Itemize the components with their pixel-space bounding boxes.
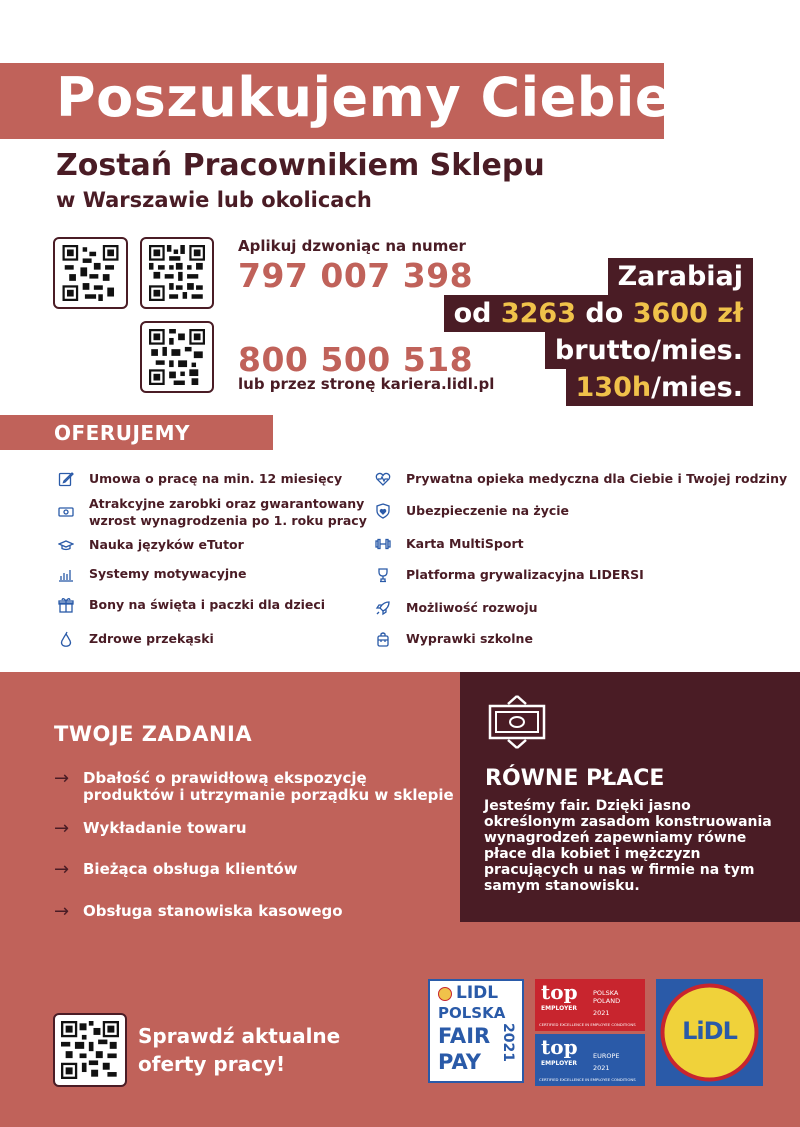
pay-intro: Zarabiaj	[617, 261, 743, 292]
qr-code-2[interactable]	[140, 237, 214, 309]
task-label: Obsługa stanowiska kasowego	[83, 902, 343, 920]
top-cert: CERTIFIED EXCELLENCE IN EMPLOYEE CONDITIONS	[539, 1077, 636, 1082]
benefit-vouchers	[57, 596, 325, 614]
bar-chart-icon	[57, 565, 75, 583]
qr-code-icon	[61, 245, 120, 301]
subtitle: Zostań Pracownikiem Sklepu	[56, 148, 545, 183]
fairpay-lidl: LIDL	[456, 983, 499, 1003]
pay-amount-to: 3600 zł	[632, 298, 743, 329]
task-item	[54, 861, 298, 879]
task-label: Wykładanie towaru	[83, 819, 247, 837]
benefit-growth	[374, 599, 538, 617]
graduation-cap-icon	[57, 536, 75, 554]
money-icon	[57, 503, 75, 521]
headline: Poszukujemy Ciebie!	[56, 66, 698, 129]
top-region-1: POLSKA	[593, 989, 619, 997]
pay-amount-from: 3263	[500, 298, 577, 329]
lidl-mini-logo	[438, 987, 452, 1001]
benefit-snacks	[57, 630, 214, 648]
task-item	[54, 770, 454, 804]
pencil-note-icon	[57, 470, 75, 488]
top-region-1: EUROPE	[593, 1052, 620, 1060]
top-word: top	[541, 1035, 578, 1059]
benefit-label: Ubezpieczenie na życie	[406, 503, 570, 518]
benefit-languages	[57, 536, 244, 554]
phone-number-1[interactable]: 797 007 398	[238, 256, 474, 295]
top-cert: CERTIFIED EXCELLENCE IN EMPLOYEE CONDITIONS	[539, 1022, 636, 1027]
task-label-line2: produktów i utrzymanie porządku w sklepie	[83, 786, 454, 804]
heart-pulse-icon	[374, 470, 392, 488]
benefit-label: Możliwość rozwoju	[406, 600, 538, 615]
top-word: top	[541, 980, 578, 1004]
equal-pay-text: Jesteśmy fair. Dzięki jasno określonym zasadom konstruowania wynagrodzeń zapewniamy równe płace dla kobiet i mężczyzn pracujących u nas w firmie na tym samym stanowisku.	[484, 798, 772, 894]
location: w Warszawie lub okolicach	[56, 188, 372, 212]
apply-label: Aplikuj dzwoniąc na numer	[238, 237, 466, 255]
pay-line-2	[444, 295, 753, 332]
website-label[interactable]: lub przez stronę kariera.lidl.pl	[238, 375, 495, 393]
benefit-label-line2: wzrost wynagrodzenia po 1. roku pracy	[89, 513, 367, 528]
benefit-salary	[57, 495, 367, 529]
arrow-right-icon: →	[54, 818, 70, 839]
shield-heart-icon	[374, 502, 392, 520]
task-item	[54, 903, 343, 921]
task-label: Bieżąca obsługa klientów	[83, 860, 298, 878]
benefit-label: Atrakcyjne zarobki oraz gwarantowany	[89, 496, 365, 511]
top-employer-label: EMPLOYER	[541, 1005, 578, 1012]
top-employer-label: EMPLOYER	[541, 1060, 578, 1067]
arrow-right-icon: →	[54, 768, 70, 789]
benefit-label: Wyprawki szkolne	[406, 631, 533, 646]
task-label: Dbałość o prawidłową ekspozycję	[83, 769, 367, 787]
benefit-school-kits	[374, 630, 533, 648]
backpack-icon	[374, 630, 392, 648]
check-offers-text[interactable]	[138, 1022, 340, 1078]
check-offers-line2: oferty pracy!	[138, 1052, 286, 1076]
check-offers-line1: Sprawdź aktualne	[138, 1024, 341, 1048]
pay-gross-label: brutto/mies.	[554, 335, 743, 366]
fairpay-polska: POLSKA	[438, 1004, 506, 1022]
trophy-icon	[374, 566, 392, 584]
benefit-label: Platforma grywalizacyjna LIDERSI	[406, 567, 644, 582]
benefit-contract	[57, 470, 342, 488]
dumbbell-icon	[374, 535, 392, 553]
benefit-label: Bony na święta i paczki dla dzieci	[89, 597, 326, 612]
pay-from-word: od	[453, 298, 492, 329]
tasks-title: TWOJE ZADANIA	[54, 722, 253, 746]
benefit-label: Nauka języków eTutor	[89, 537, 244, 552]
benefit-label: Umowa o pracę na min. 12 miesięcy	[89, 471, 343, 486]
benefit-gamification	[374, 566, 644, 584]
fairpay-pay: PAY	[438, 1050, 481, 1074]
arrow-right-icon: →	[54, 901, 70, 922]
top-employer-poland-badge	[535, 979, 645, 1031]
benefit-motivation	[57, 565, 247, 583]
top-year: 2021	[593, 1064, 610, 1072]
pay-to-word: do	[585, 298, 624, 329]
benefit-label: Karta MultiSport	[406, 536, 524, 551]
task-item	[54, 820, 247, 838]
lidl-logo-text: LiDL	[682, 1017, 737, 1045]
benefit-label: Zdrowe przekąski	[89, 631, 214, 646]
qr-code-icon	[61, 1021, 119, 1079]
benefit-medical	[374, 470, 787, 488]
top-region	[593, 989, 620, 1005]
benefit-insurance	[374, 502, 569, 520]
benefit-label: Prywatna opieka medyczna dla Ciebie i Twojej rodziny	[406, 471, 788, 486]
top-region-2: POLAND	[593, 997, 621, 1005]
pay-line-1	[608, 258, 753, 295]
pear-icon	[57, 630, 75, 648]
qr-code-1[interactable]	[53, 237, 128, 309]
fairpay-fair: FAIR	[438, 1024, 491, 1048]
qr-code-offers[interactable]	[53, 1013, 127, 1087]
phone-number-2[interactable]: 800 500 518	[238, 340, 474, 379]
fairpay-year: 2021	[500, 1023, 516, 1062]
benefit-label: Systemy motywacyjne	[89, 566, 247, 581]
gift-icon	[57, 596, 75, 614]
offer-title: OFERUJEMY	[54, 421, 190, 445]
qr-code-icon	[148, 245, 206, 301]
pay-line-4	[566, 369, 753, 406]
qr-code-3[interactable]	[140, 321, 214, 393]
fair-pay-badge	[428, 979, 524, 1083]
top-year: 2021	[593, 1009, 610, 1017]
qr-code-icon	[148, 329, 206, 385]
arrow-right-icon: →	[54, 859, 70, 880]
benefit-multisport	[374, 535, 524, 553]
lidl-logo	[656, 979, 763, 1086]
pay-hours: 130h	[575, 372, 652, 403]
banknote-icon	[486, 694, 548, 750]
rocket-icon	[374, 599, 392, 617]
pay-line-3	[545, 332, 753, 369]
pay-hours-suffix: /mies.	[651, 372, 743, 403]
top-employer-europe-badge	[535, 1034, 645, 1086]
equal-pay-title: RÓWNE PŁACE	[485, 766, 665, 791]
